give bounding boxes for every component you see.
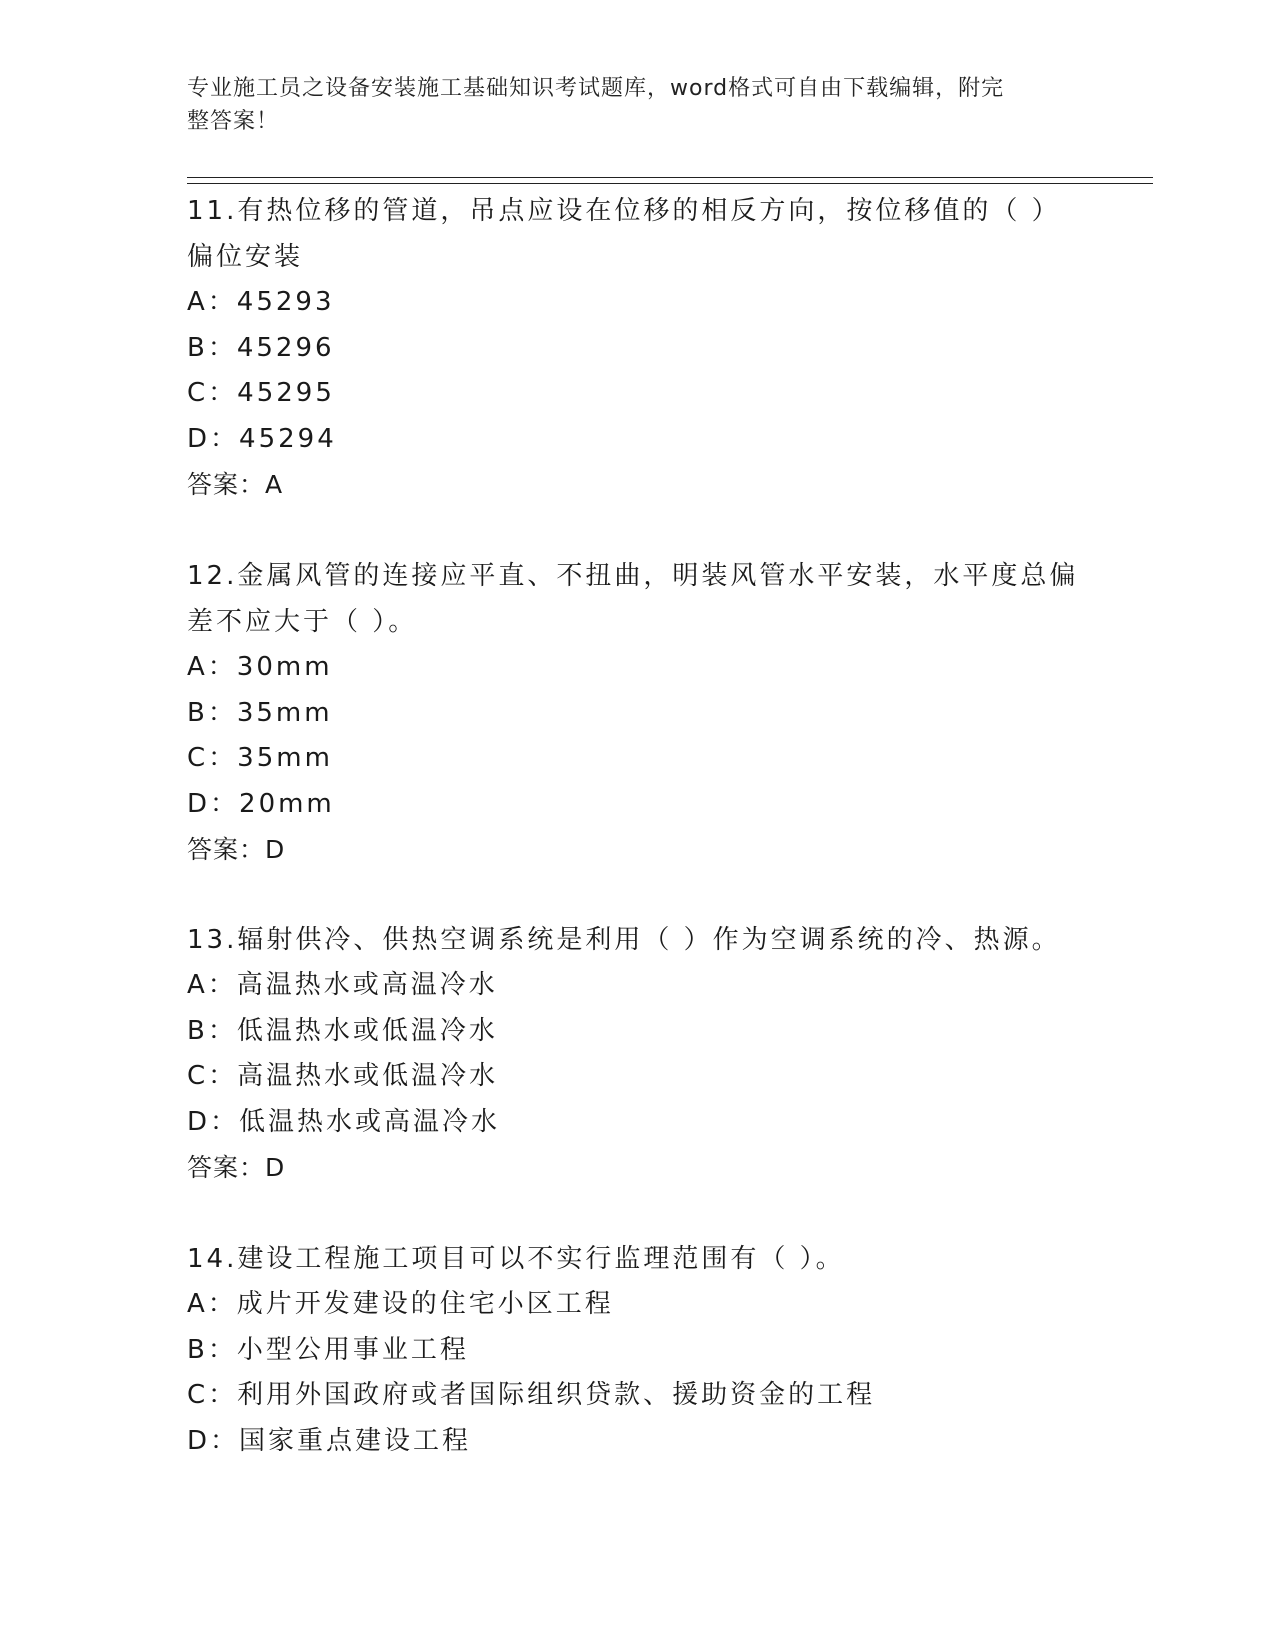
question-12 — [187, 553, 1087, 872]
option-c: C：利用外国政府或者国际组织贷款、援助资金的工程 — [187, 1380, 876, 1410]
question-11 — [187, 188, 1087, 507]
question-14 — [187, 1236, 1087, 1464]
option-b: B：低温热水或低温冷水 — [187, 1015, 498, 1046]
option-d: D：45294 — [187, 423, 337, 454]
answer-label: 答案：D — [187, 835, 286, 864]
option-d: D：20mm — [187, 788, 335, 819]
option-b: B：小型公用事业工程 — [187, 1334, 469, 1365]
question-text: 14.建设工程施工项目可以不实行监理范围有（ ）。 — [187, 1244, 845, 1274]
question-13 — [187, 917, 1087, 1190]
option-c: C：45295 — [187, 378, 335, 408]
answer-label: 答案：D — [187, 1153, 286, 1182]
header-line-2: 整答案！ — [187, 109, 280, 134]
option-d: D：低温热水或高温冷水 — [187, 1106, 501, 1137]
option-d: D：国家重点建设工程 — [187, 1425, 472, 1456]
question-text: 13.辐射供冷、供热空调系统是利用（ ）作为空调系统的冷、热源。 — [187, 925, 1061, 955]
option-a: A：高温热水或高温冷水 — [187, 970, 498, 1000]
header-line-1: 专业施工员之设备安装施工基础知识考试题库，word格式可自由下载编辑，附完 — [187, 76, 1005, 101]
option-c: C：高温热水或低温冷水 — [187, 1061, 499, 1091]
option-a: A：30mm — [187, 652, 333, 682]
option-b: B：45296 — [187, 332, 335, 363]
option-a: A：成片开发建设的住宅小区工程 — [187, 1289, 614, 1319]
document-header — [187, 72, 1067, 138]
option-b: B：35mm — [187, 697, 333, 728]
option-c: C：35mm — [187, 743, 333, 773]
header-divider — [187, 177, 1153, 184]
question-text: 12.金属风管的连接应平直、不扭曲，明装风管水平安装，水平度总偏差不应大于（ ）。 — [187, 561, 1079, 637]
question-text: 11.有热位移的管道，吊点应设在位移的相反方向，按位移值的（ ）偏位安装 — [187, 196, 1061, 272]
option-a: A：45293 — [187, 287, 335, 317]
answer-label: 答案：A — [187, 470, 284, 499]
